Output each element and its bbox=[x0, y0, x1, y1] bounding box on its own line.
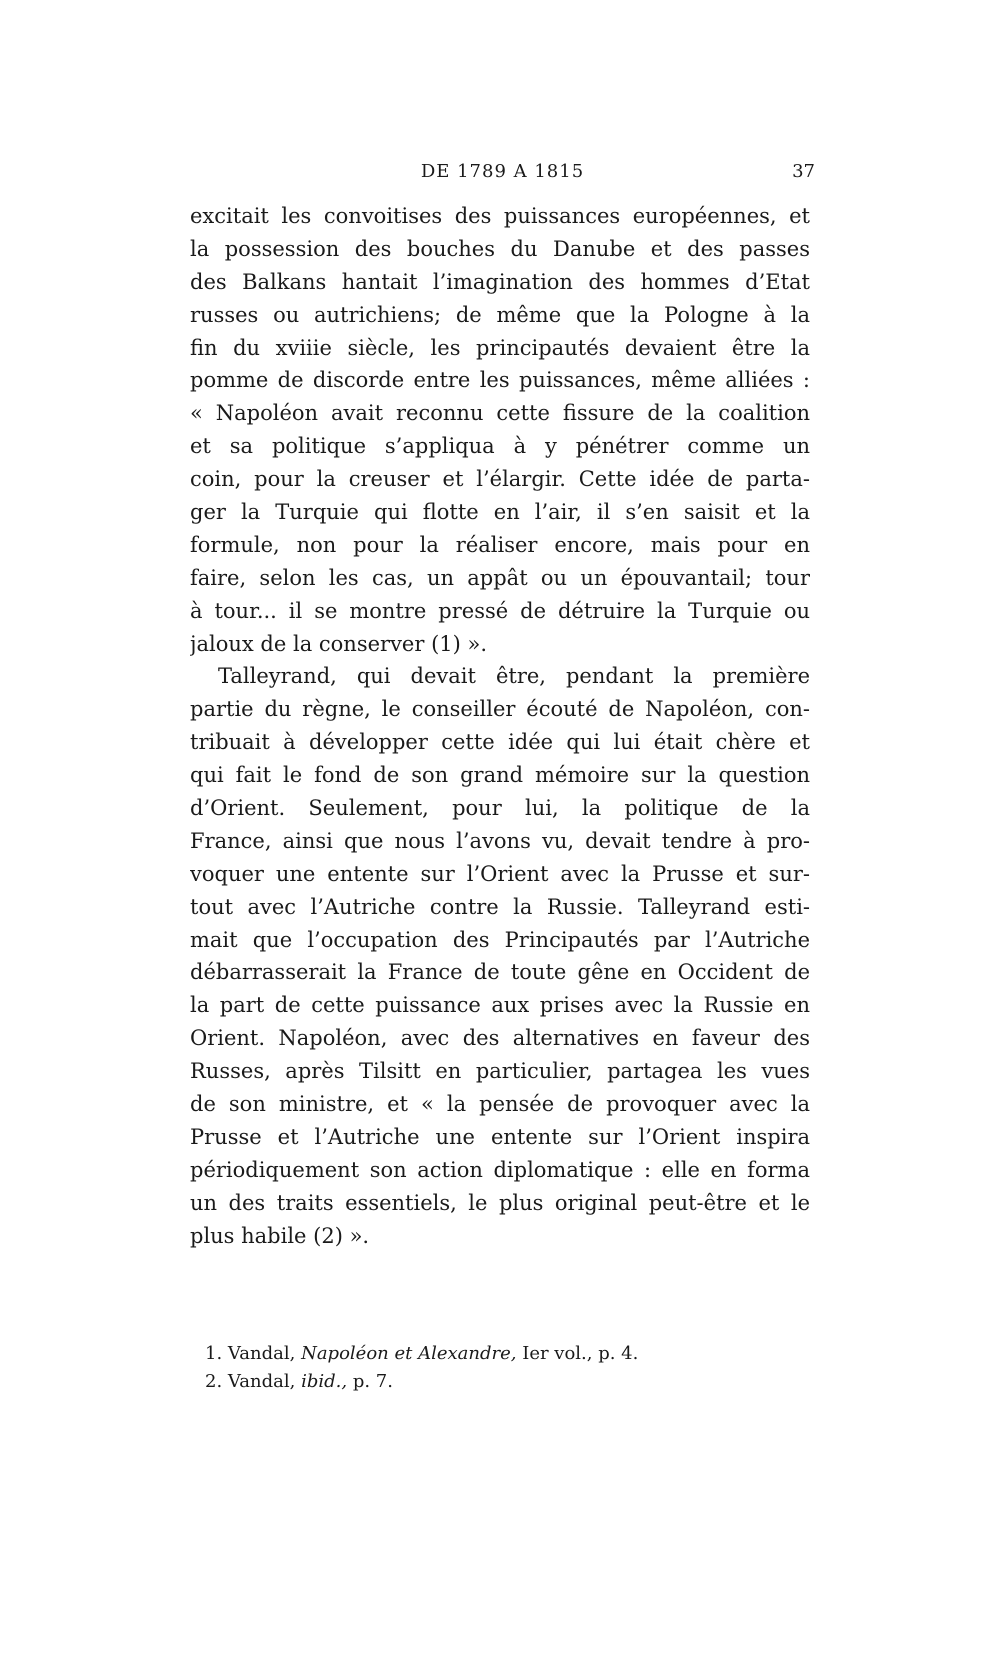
text-line: tribuait à développer cette idée qui lui était chère et bbox=[190, 730, 810, 755]
text-line: de son ministre, et « la pensée de provoquer avec la bbox=[190, 1092, 810, 1117]
text-line: plus habile (2) ». bbox=[190, 1223, 370, 1248]
footnote-work-title: Napoléon et Alexandre, bbox=[301, 1343, 517, 1364]
text-line: France, ainsi que nous l’avons vu, devait tendre à pro- bbox=[190, 828, 810, 853]
text-line: débarrasserait la France de toute gêne en Occident de bbox=[190, 960, 810, 985]
footnote-marker: 2. bbox=[205, 1371, 223, 1392]
text-line: « Napoléon avait reconnu cette fissure de la coalition bbox=[190, 401, 810, 426]
page-number: 37 bbox=[792, 161, 815, 182]
text-line: un des traits essentiels, le plus original peut-être et le bbox=[190, 1190, 810, 1215]
paragraph-start-line: Talleyrand, qui devait être, pendant la première bbox=[218, 664, 810, 689]
text-line: la part de cette puissance aux prises avec la Russie en bbox=[190, 993, 810, 1018]
footnote-author: Vandal, bbox=[227, 1343, 296, 1364]
text-line: partie du règne, le conseiller écouté de Napoléon, con- bbox=[190, 697, 810, 722]
footnote-work-title: ibid., bbox=[301, 1371, 348, 1392]
text-line: pomme de discorde entre les puissances, même alliées : bbox=[190, 368, 810, 393]
text-line: d’Orient. Seulement, pour lui, la politique de la bbox=[190, 796, 810, 821]
text-line: formule, non pour la réaliser encore, mais pour en bbox=[190, 532, 810, 557]
text-line: périodiquement son action diplomatique : elle en forma bbox=[190, 1157, 810, 1182]
text-line: qui fait le fond de son grand mémoire sur la question bbox=[190, 763, 810, 788]
footnote-reference: Ier vol., p. 4. bbox=[522, 1343, 639, 1364]
text-line: à tour... il se montre pressé de détruire la Turquie ou bbox=[190, 598, 810, 623]
text-line: tout avec l’Autriche contre la Russie. Talleyrand esti- bbox=[190, 894, 810, 919]
text-line: la possession des bouches du Danube et des passes bbox=[190, 236, 810, 261]
text-line: Russes, après Tilsitt en particulier, partagea les vues bbox=[190, 1059, 810, 1084]
footnote-reference: p. 7. bbox=[352, 1371, 393, 1392]
text-line: mait que l’occupation des Principautés par l’Autriche bbox=[190, 927, 810, 952]
text-line: Orient. Napoléon, avec des alternatives en faveur des bbox=[190, 1026, 810, 1051]
footnotes bbox=[205, 1340, 805, 1396]
text-line: des Balkans hantait l’imagination des hommes d’Etat bbox=[190, 269, 810, 294]
text-line: excitait les convoitises des puissances européennes, et bbox=[190, 204, 810, 228]
text-line: ger la Turquie qui flotte en l’air, il s’en saisit et la bbox=[190, 500, 810, 525]
footnote-2 bbox=[205, 1368, 805, 1396]
text-line: fin du xviiie siècle, les principautés devaient être la bbox=[190, 335, 810, 360]
text-line: faire, selon les cas, un appât ou un épouvantail; tour bbox=[190, 565, 810, 590]
running-head bbox=[190, 160, 815, 184]
running-title: DE 1789 A 1815 bbox=[420, 161, 585, 182]
footnote-author: Vandal, bbox=[227, 1371, 296, 1392]
footnote-1 bbox=[205, 1340, 805, 1368]
text-line: jaloux de la conserver (1) ». bbox=[190, 631, 488, 656]
text-line: coin, pour la creuser et l’élargir. Cette idée de parta- bbox=[190, 467, 810, 492]
text-line: voquer une entente sur l’Orient avec la Prusse et sur- bbox=[190, 861, 810, 886]
body-text bbox=[190, 200, 810, 1253]
footnote-marker: 1. bbox=[205, 1343, 223, 1364]
text-line: et sa politique s’appliqua à y pénétrer comme un bbox=[190, 434, 810, 459]
text-line: Prusse et l’Autriche une entente sur l’Orient inspira bbox=[190, 1124, 810, 1149]
text-line: russes ou autrichiens; de même que la Pologne à la bbox=[190, 302, 810, 327]
